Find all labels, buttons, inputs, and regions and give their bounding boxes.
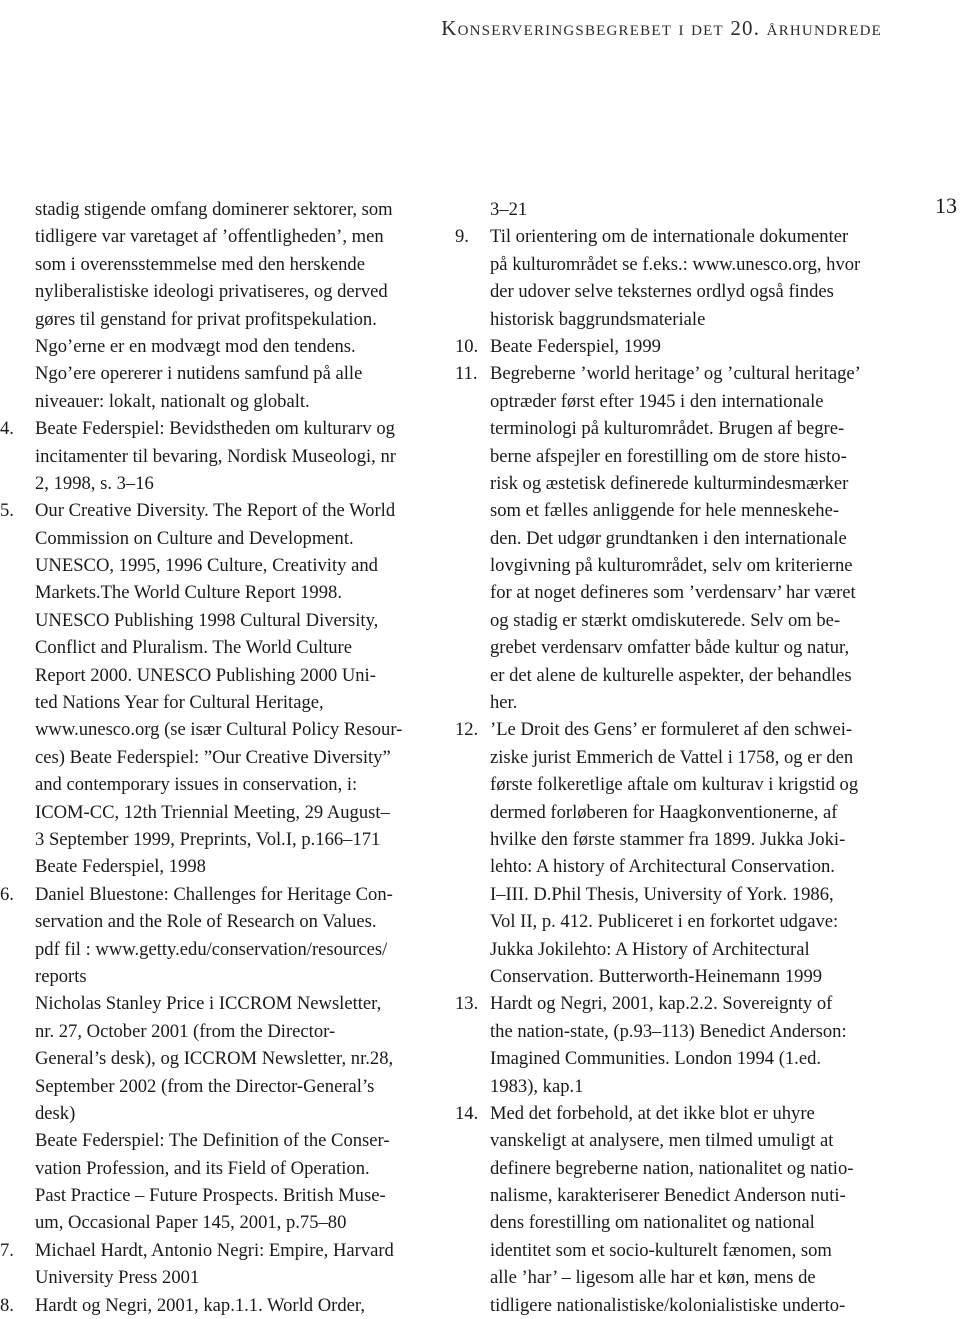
text-line [0,1018,450,1045]
text-line [455,497,895,524]
text-line [455,853,895,880]
note-text: Med det forbehold, at det ikke blot er uhyre [490,1102,815,1124]
right-column [455,196,895,1319]
note-text: og stadig er stærkt omdiskuterede. Selv om be- [490,609,841,631]
note-text: servation and the Role of Research on Values. [35,911,377,933]
note-text: vanskeligt at analysere, men tilmed umuligt at [490,1130,834,1152]
note-text: her. [490,692,518,714]
text-line [455,1155,895,1182]
text-line [0,1182,450,1209]
note-text: www.unesco.org (se især Cultural Policy Resour- [35,719,403,741]
note-number: 8. [0,1294,14,1316]
text-line [455,360,895,387]
text-line [455,1237,895,1264]
text-line [455,607,895,634]
note-text: Beate Federspiel, 1999 [490,335,661,357]
note-text: første folkeretlige aftale om kulturav i krigstid og [490,774,859,796]
note-text: General’s desk), og ICCROM Newsletter, nr.28, [35,1048,394,1070]
note-number: 12. [455,719,479,741]
note-text: Vol II, p. 412. Publiceret i en forkortet udgave: [490,911,839,933]
note-text: Past Practice – Future Prospects. British Muse- [35,1185,386,1207]
note-text: the nation-state, (p.93–113) Benedict Anderson: [490,1020,847,1042]
note-text: September 2002 (from the Director-General’s [35,1075,375,1097]
note-text: på kulturområdet se f.eks.: www.unesco.org, hvor [490,253,861,275]
note-text: der udover selve teksternes ordlyd også findes [490,281,834,303]
page-number: 13 [935,193,957,218]
text-line [455,1100,895,1127]
text-line [455,716,895,743]
text-line [0,388,450,415]
text-line [455,196,895,223]
note-text: 3–21 [490,199,528,220]
text-line [0,278,450,305]
note-text: Beate Federspiel: The Definition of the Conser- [35,1130,390,1152]
note-text: 3 September 1999, Preprints, Vol.I, p.166–171 [35,828,381,850]
text-line [0,689,450,716]
note-number: 6. [0,883,14,905]
note-text: Nicholas Stanley Price i ICCROM Newsletter, [35,993,382,1015]
text-line [0,1264,450,1291]
text-line [0,360,450,387]
text-line [0,223,450,250]
note-text: and contemporary issues in conservation, i: [35,774,358,796]
note-text: Beate Federspiel: Bevidstheden om kulturarv og [35,418,395,440]
text-line [0,936,450,963]
text-line [455,826,895,853]
note-number: 11. [455,363,478,385]
text-line [0,634,450,661]
note-text: niveauer: lokalt, nationalt og globalt. [35,390,310,412]
note-text: 1983), kap.1 [490,1075,584,1097]
text-line [0,1209,450,1236]
note-text: optræder først efter 1945 i den internationale [490,390,824,412]
note-text: UNESCO Publishing 1998 Cultural Diversity, [35,609,379,631]
text-line [455,333,895,360]
text-line [455,1045,895,1072]
note-text: definere begreberne nation, nationalitet og natio- [490,1157,854,1179]
note-text: Michael Hardt, Antonio Negri: Empire, Harvard [35,1239,394,1261]
text-line [0,552,450,579]
text-line [0,443,450,470]
note-text: Ngo’ere opererer i nutidens samfund på alle [35,363,363,385]
text-line [455,936,895,963]
note-text: terminologi på kulturområdet. Brugen af begre- [490,418,845,440]
text-line [455,662,895,689]
text-line [0,470,450,497]
note-text: um, Occasional Paper 145, 2001, p.75–80 [35,1212,347,1234]
text-line [455,744,895,771]
note-text: er det alene de kulturelle aspekter, der behandles [490,664,852,686]
note-text: risk og æstetisk definerede kulturmindesmærker [490,472,849,494]
text-line [0,744,450,771]
note-text: University Press 2001 [35,1267,200,1289]
text-line [455,251,895,278]
text-line [0,306,450,333]
note-number: 4. [0,418,14,440]
note-text: for at noget defineres som ’verdensarv’ har været [490,582,856,604]
text-line [455,525,895,552]
text-line [0,908,450,935]
note-text: vation Profession, and its Field of Operation. [35,1157,370,1179]
text-line [0,799,450,826]
note-text: Hardt og Negri, 2001, kap.2.2. Sovereignty of [490,993,833,1015]
note-text: Conflict and Pluralism. The World Culture [35,637,352,659]
text-line [455,223,895,250]
note-text: gøres til genstand for privat profitspekulation. [35,308,377,330]
running-head-title: Konserveringsbegrebet i det 20. århundrede [441,16,882,40]
note-text: 2, 1998, s. 3–16 [35,472,154,494]
note-text: Report 2000. UNESCO Publishing 2000 Uni- [35,664,376,686]
note-text: Our Creative Diversity. The Report of the World [35,500,396,522]
text-line [0,1100,450,1127]
note-text: Imagined Communities. London 1994 (1.ed. [490,1048,822,1070]
text-line [455,1073,895,1100]
note-text: dens forestilling om nationalitet og national [490,1212,815,1234]
note-number: 13. [455,993,479,1015]
text-line [0,990,450,1017]
note-text: I–III. D.Phil Thesis, University of York. 1986, [490,883,834,905]
text-line [0,1127,450,1154]
note-text: reports [35,965,87,987]
note-text: hvilke den første stammer fra 1899. Jukka Joki- [490,828,846,850]
note-text: ted Nations Year for Cultural Heritage, [35,692,324,714]
note-text: Commission on Culture and Development. [35,527,354,549]
note-text: Daniel Bluestone: Challenges for Heritage Con- [35,883,393,905]
text-line [455,689,895,716]
text-line [455,1182,895,1209]
note-text: nalisme, karakteriserer Benedict Anderson nuti- [490,1185,846,1207]
note-text: Markets.The World Culture Report 1998. [35,582,342,604]
note-text: som et fælles anliggende for hele menneskehe- [490,500,840,522]
text-line [455,881,895,908]
note-text: dermed forløberen for Haagkonventionerne, af [490,801,838,823]
text-line [455,306,895,333]
text-line [455,990,895,1017]
note-text: tidligere nationalistiske/kolonialistiske underto- [490,1294,846,1316]
note-text: Beate Federspiel, 1998 [35,856,206,878]
note-text: grebet verdensarv omfatter både kultur og natur, [490,637,850,659]
text-line [455,799,895,826]
text-line [0,607,450,634]
text-line [0,1073,450,1100]
note-number: 5. [0,500,14,522]
text-line [0,415,450,442]
note-text: UNESCO, 1995, 1996 Culture, Creativity and [35,555,378,577]
text-line [455,415,895,442]
text-line [455,1018,895,1045]
text-line [455,388,895,415]
text-line [455,963,895,990]
text-line [0,333,450,360]
note-number: 14. [455,1102,479,1124]
text-line [0,853,450,880]
left-column [0,196,450,1319]
text-line [0,963,450,990]
note-number: 7. [0,1239,14,1261]
text-line [455,278,895,305]
text-line [0,196,450,223]
text-line [0,1237,450,1264]
text-line [455,634,895,661]
note-text: historisk baggrundsmateriale [490,308,706,330]
note-text: ’Le Droit des Gens’ er formuleret af den schwei- [490,719,853,741]
text-line [0,826,450,853]
note-text: incitamenter til bevaring, Nordisk Museologi, nr [35,445,396,467]
text-line [455,1264,895,1291]
note-text: den. Det udgør grundtanken i den internationale [490,527,847,549]
note-number: 9. [455,226,469,248]
note-number: 10. [455,335,479,357]
note-text: alle ’har’ – ligesom alle har et køn, mens de [490,1267,816,1289]
text-line [0,579,450,606]
note-text: Ngo’erne er en modvægt mod den tendens. [35,335,356,357]
note-text: nyliberalistiske ideologi privatiseres, og derved [35,281,388,303]
text-line [0,662,450,689]
text-line [0,771,450,798]
note-text: Jukka Jokilehto: A History of Architectural [490,938,810,960]
note-text: tidligere var varetaget af ’offentligheden’, men [35,226,384,248]
note-text: identitet som et socio-kulturelt fænomen, som [490,1239,832,1261]
text-line [0,497,450,524]
text-line [0,1292,450,1319]
note-text: Conservation. Butterworth-Heinemann 1999 [490,965,823,987]
note-text: ICOM-CC, 12th Triennial Meeting, 29 August– [35,801,390,823]
text-line [455,908,895,935]
note-text: nr. 27, October 2001 (from the Director- [35,1020,336,1042]
text-line [0,1045,450,1072]
text-line [0,716,450,743]
text-line [0,1155,450,1182]
text-line [455,443,895,470]
text-line [455,470,895,497]
note-text: desk) [35,1102,76,1124]
note-text: stadig stigende omfang dominerer sektorer, som [35,199,393,220]
note-text: Begreberne ’world heritage’ og ’cultural heritage’ [490,363,861,385]
note-text: pdf fil : www.getty.edu/conservation/resources/ [35,938,388,960]
text-line [455,552,895,579]
text-line [455,771,895,798]
text-line [0,251,450,278]
note-text: lehto: A history of Architectural Conservation. [490,856,835,878]
note-text: lovgivning på kulturområdet, selv om kriterierne [490,555,853,577]
text-line [0,525,450,552]
text-line [455,1209,895,1236]
text-line [455,579,895,606]
note-text: ces) Beate Federspiel: ”Our Creative Diversity” [35,746,391,768]
note-text: Til orientering om de internationale dokumenter [490,226,849,248]
note-text: Hardt og Negri, 2001, kap.1.1. World Order, [35,1294,365,1316]
text-line [455,1127,895,1154]
note-text: ziske jurist Emmerich de Vattel i 1758, og er den [490,746,854,768]
text-line [0,881,450,908]
note-text: berne afspejler en forestilling om de store histo- [490,445,847,467]
note-text: som i overensstemmelse med den herskende [35,253,365,275]
text-line [455,1292,895,1319]
